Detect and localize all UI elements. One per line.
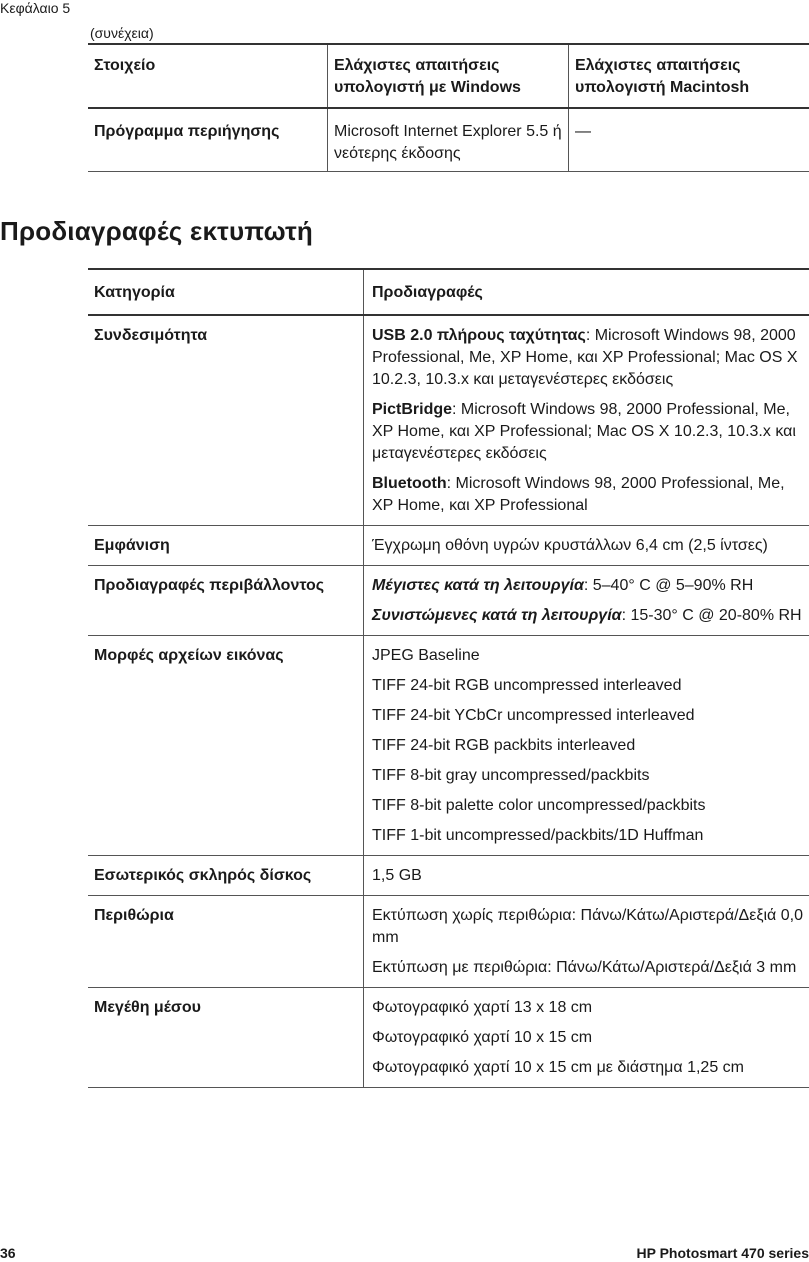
spec-paragraph bbox=[372, 825, 805, 847]
spec-paragraph bbox=[372, 399, 805, 465]
cell-category: Μορφές αρχείων εικόνας bbox=[88, 636, 364, 855]
cell-specification bbox=[364, 526, 809, 565]
cell-category: Εσωτερικός σκληρός δίσκος bbox=[88, 856, 364, 895]
spec-label: USB 2.0 πλήρους ταχύτητας bbox=[372, 327, 586, 344]
spec-text: Εκτύπωση με περιθώρια: Πάνω/Κάτω/Αριστερά/Δεξιά 3 mm bbox=[372, 959, 797, 976]
requirements-table bbox=[88, 43, 809, 172]
table-row bbox=[88, 896, 809, 988]
cell-windows: Microsoft Internet Explorer 5.5 ή νεότερης έκδοσης bbox=[328, 109, 569, 171]
cell-category: Εμφάνιση bbox=[88, 526, 364, 565]
spec-text: : Microsoft Windows 98, 2000 Professional, Me, XP Home, και XP Professional; Mac OS X 10.2.3, 10.3.x και μεταγενέστερες εκδόσεις bbox=[372, 401, 796, 462]
table-row bbox=[88, 856, 809, 896]
table-row bbox=[88, 566, 809, 636]
cell-specification bbox=[364, 896, 809, 987]
spec-text: Έγχρωμη οθόνη υγρών κρυστάλλων 6,4 cm (2,5 ίντσες) bbox=[372, 537, 768, 554]
table-row bbox=[88, 109, 809, 172]
spec-text: Εκτύπωση χωρίς περιθώρια: Πάνω/Κάτω/Αριστερά/Δεξιά 0,0 mm bbox=[372, 907, 803, 946]
spec-text: Φωτογραφικό χαρτί 10 x 15 cm bbox=[372, 1029, 593, 1046]
spec-paragraph bbox=[372, 1057, 805, 1079]
printer-specs-table bbox=[88, 268, 809, 1088]
spec-label: Συνιστώμενες κατά τη λειτουργία bbox=[372, 607, 622, 624]
footer-product: HP Photosmart 470 series bbox=[636, 1245, 809, 1261]
spec-text: : Microsoft Windows 98, 2000 Professional, Me, XP Home, και XP Professional; Mac OS X 10.2.3, 10.3.x και μεταγενέστερες εκδόσεις bbox=[372, 327, 798, 388]
spec-paragraph bbox=[372, 997, 805, 1019]
table-row bbox=[88, 526, 809, 566]
spec-paragraph bbox=[372, 905, 805, 949]
spec-paragraph bbox=[372, 1027, 805, 1049]
spec-paragraph bbox=[372, 765, 805, 787]
cell-item: Πρόγραμμα περιήγησης bbox=[88, 109, 328, 171]
spec-text: 1,5 GB bbox=[372, 867, 422, 884]
table-header-row bbox=[88, 43, 809, 109]
spec-paragraph bbox=[372, 473, 805, 517]
spec-text: TIFF 24-bit YCbCr uncompressed interleaved bbox=[372, 707, 695, 724]
spec-paragraph bbox=[372, 605, 805, 627]
cell-category: Προδιαγραφές περιβάλλοντος bbox=[88, 566, 364, 635]
spec-text: : 15-30° C @ 20-80% RH bbox=[621, 607, 802, 624]
spec-paragraph bbox=[372, 957, 805, 979]
spec-text: TIFF 8-bit gray uncompressed/packbits bbox=[372, 767, 650, 784]
table-header-row bbox=[88, 268, 809, 316]
cell-specification bbox=[364, 566, 809, 635]
spec-paragraph bbox=[372, 735, 805, 757]
spec-paragraph bbox=[372, 865, 805, 887]
table-row bbox=[88, 316, 809, 526]
spec-paragraph bbox=[372, 705, 805, 727]
spec-text: JPEG Baseline bbox=[372, 647, 480, 664]
spec-text: TIFF 24-bit RGB packbits interleaved bbox=[372, 737, 636, 754]
header-cell-specs: Προδιαγραφές bbox=[372, 284, 483, 301]
spec-text: : 5–40° C @ 5–90% RH bbox=[583, 577, 754, 594]
spec-text: Φωτογραφικό χαρτί 13 x 18 cm bbox=[372, 999, 593, 1016]
cell-category: Περιθώρια bbox=[88, 896, 364, 987]
spec-text: TIFF 1-bit uncompressed/packbits/1D Huffman bbox=[372, 827, 704, 844]
chapter-label: Κεφάλαιο 5 bbox=[0, 0, 71, 16]
spec-label: PictBridge bbox=[372, 401, 453, 418]
spec-label: Bluetooth bbox=[372, 475, 447, 492]
cell-specification bbox=[364, 636, 809, 855]
table-body bbox=[88, 316, 809, 1088]
spec-paragraph bbox=[372, 535, 805, 557]
spec-paragraph bbox=[372, 575, 805, 597]
cell-specification bbox=[364, 856, 809, 895]
header-cell-item: Στοιχείο bbox=[88, 45, 328, 107]
spec-text: TIFF 24-bit RGB uncompressed interleaved bbox=[372, 677, 682, 694]
cell-specification bbox=[364, 988, 809, 1087]
continued-label: (συνέχεια) bbox=[90, 25, 154, 41]
cell-category: Συνδεσιμότητα bbox=[88, 316, 364, 525]
cell-category: Μεγέθη μέσου bbox=[88, 988, 364, 1087]
spec-label: Μέγιστες κατά τη λειτουργία bbox=[372, 577, 584, 594]
cell-specification bbox=[364, 316, 809, 525]
spec-paragraph bbox=[372, 325, 805, 391]
spec-text: : Microsoft Windows 98, 2000 Professional, Me, XP Home, και XP Professional bbox=[372, 475, 785, 514]
page-number: 36 bbox=[0, 1245, 16, 1261]
spec-text: Φωτογραφικό χαρτί 10 x 15 cm με διάστημα 1,25 cm bbox=[372, 1059, 744, 1076]
spec-paragraph bbox=[372, 675, 805, 697]
table-row bbox=[88, 988, 809, 1088]
cell-macintosh: — bbox=[575, 123, 591, 140]
spec-paragraph bbox=[372, 645, 805, 667]
header-cell-category: Κατηγορία bbox=[88, 270, 364, 314]
section-title: Προδιαγραφές εκτυπωτή bbox=[0, 216, 314, 246]
spec-text: TIFF 8-bit palette color uncompressed/packbits bbox=[372, 797, 706, 814]
spec-paragraph bbox=[372, 795, 805, 817]
header-cell-macintosh: Ελάχιστες απαιτήσεις υπολογιστή Macintosh bbox=[575, 57, 750, 96]
table-row bbox=[88, 636, 809, 856]
header-cell-windows: Ελάχιστες απαιτήσεις υπολογιστή με Windows bbox=[328, 45, 569, 107]
